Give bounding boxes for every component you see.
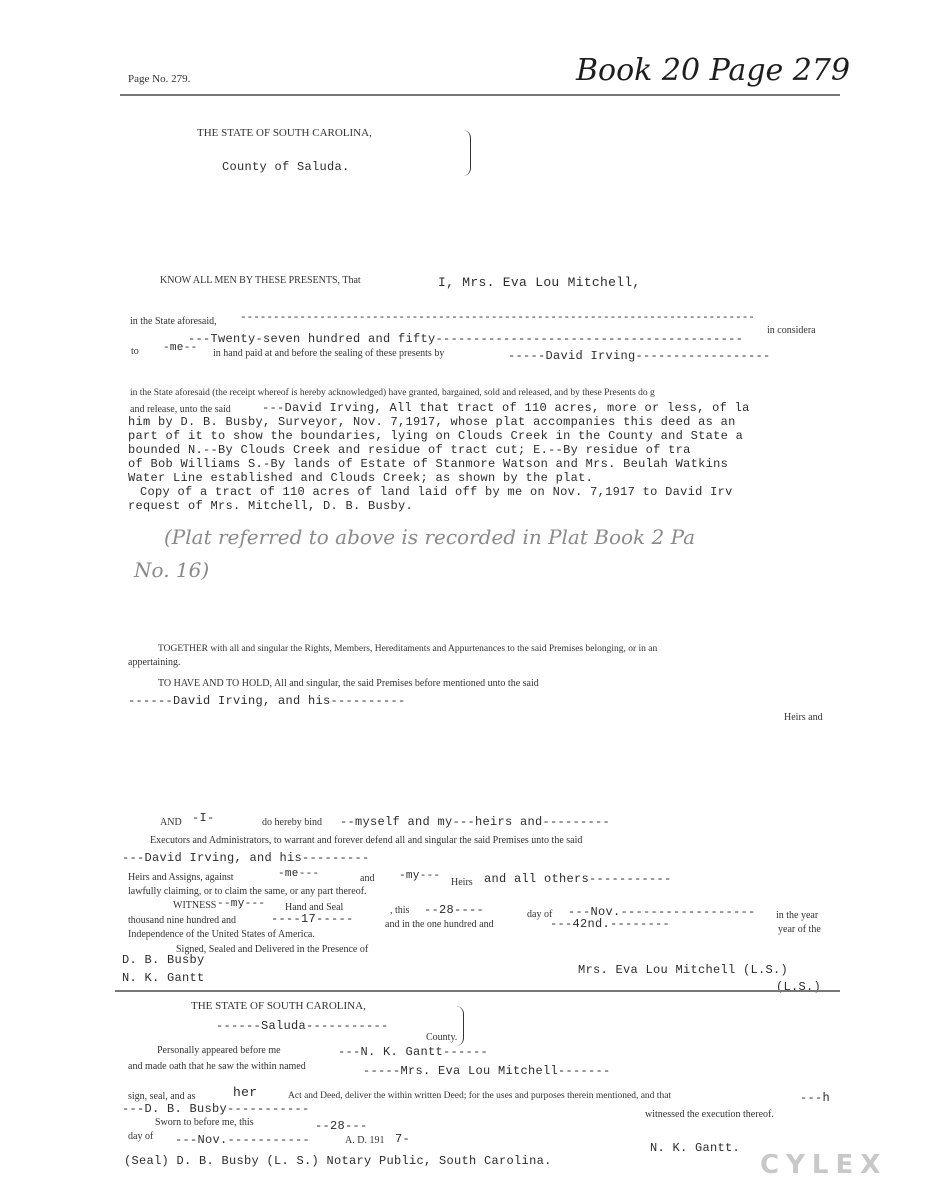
description-line-4: bounded N.--By Clouds Creek and residue of tract cut; E.--By residue of tra (128, 443, 691, 457)
and-word: and (360, 873, 375, 884)
personally-appeared: Personally appeared before me (157, 1045, 281, 1056)
consideration-amount: ---Twenty-seven hundred and fifty----------------------------------------- (188, 332, 744, 346)
to-party: -me-- (163, 342, 198, 354)
day-of-label: day of (527, 909, 553, 920)
book-page-annotation: Book 20 Page 279 (576, 53, 851, 88)
header-rule (120, 94, 840, 96)
and-that-dash: ---h (800, 1091, 831, 1105)
oath-label: and made oath that he saw the within named (128, 1061, 306, 1072)
grantor-signature: Mrs. Eva Lou Mitchell (L.S.) (578, 963, 789, 977)
and-all-others: and all others----------- (484, 872, 672, 886)
description-line-8: request of Mrs. Mitchell, D. B. Busby. (128, 499, 414, 513)
sworn-day-of: day of (128, 1131, 154, 1142)
in-hand-paid-label: in hand paid at and before the sealing of these presents by (213, 348, 445, 359)
heirs-and-label: Heirs and (784, 712, 823, 723)
witness-label: WITNESS (173, 900, 217, 911)
and-label: AND (160, 817, 182, 828)
sworn-month: ---Nov.----------- (175, 1133, 311, 1147)
heirs-word: Heirs (451, 877, 473, 888)
county-label: County. (426, 1032, 458, 1043)
to-have-clause: TO HAVE AND TO HOLD, All and singular, the said Premises before mentioned unto the said (158, 678, 539, 689)
deed-month: ---Nov.------------------ (568, 905, 756, 919)
this-label: , this (390, 905, 410, 916)
bind-label: do hereby bind (262, 817, 322, 828)
witness-signature-2: N. K. Gantt (122, 971, 205, 985)
against-me: -me--- (278, 868, 320, 880)
plat-reference-number: No. 16) (134, 558, 210, 582)
probate-signer: N. K. Gantt. (650, 1141, 741, 1155)
warrant-to-line: ---David Irving, and his--------- (122, 851, 370, 865)
sign-seal-label: sign, seal, and as (128, 1091, 196, 1102)
executors-clause: Executors and Administrators, to warrant and forever defend all and singular the said Premises unto the said (150, 835, 583, 846)
plat-reference-note: (Plat referred to above is recorded in Plat Book 2 Pa (164, 525, 696, 549)
together-clause: TOGETHER with all and singular the Rights, Members, Hereditaments and Appurtenances to the said Premises belonging, or in an (158, 644, 658, 654)
grantor-name: I, Mrs. Eva Lou Mitchell, (438, 275, 641, 290)
grantee-line: ------David Irving, and his---------- (128, 694, 406, 708)
witness-name: ---D. B. Busby----------- (122, 1102, 310, 1116)
year-of-the-label: year of the (778, 924, 821, 935)
probate-bracket (456, 1006, 464, 1046)
county-name: County of Saluda. (222, 160, 350, 174)
deed-day: --28---- (424, 903, 485, 917)
named-person: -----Mrs. Eva Lou Mitchell------- (363, 1064, 611, 1078)
release-unto-label: and release, unto the said (130, 404, 231, 415)
probate-state-title: THE STATE OF SOUTH CAROLINA, (191, 1000, 366, 1012)
in-consideration-label: in considera (767, 325, 816, 336)
act-and-deed: Act and Deed, deliver the within written Deed; for the uses and purposes therein mentioned, and that (288, 1091, 672, 1101)
description-line-3: part of it to show the boundaries, lying on Clouds Creek in the County and State a (128, 429, 744, 443)
probate-county: ------Saluda----------- (216, 1019, 389, 1033)
ad-year: 7- (395, 1132, 411, 1146)
appeared-name: ---N. K. Gantt------ (338, 1045, 489, 1059)
signed-sealed-label: Signed, Sealed and Delivered in the Presence of (176, 944, 369, 955)
cylex-watermark: CYLEX (760, 1150, 888, 1180)
state-aforesaid-label: in the State aforesaid, (130, 316, 217, 327)
notary-line: (Seal) D. B. Busby (L. S.) Notary Public, South Carolina. (124, 1154, 552, 1168)
independence-year: ---42nd.-------- (550, 917, 671, 931)
thousand-label: thousand nine hundred and (128, 915, 237, 926)
appertaining-label: appertaining. (128, 657, 181, 668)
witness-signature-1: D. B. Busby (122, 953, 205, 967)
her-label: her (233, 1085, 258, 1100)
ls-mark: (L.S.) (776, 980, 822, 994)
against-my: -my--- (399, 870, 441, 882)
page-number: Page No. 279. (128, 73, 191, 85)
sworn-day: --28--- (315, 1119, 368, 1133)
dash-line: ------------------------------------------------------------------------------ (240, 312, 755, 324)
ad-label: A. D. 191 (345, 1135, 385, 1146)
deed-year: ----17----- (271, 912, 354, 926)
receipt-clause: in the State aforesaid (the receipt whereof is hereby acknowledged) have granted, bargained, sold and released, and by these Presents do g (130, 388, 655, 398)
witness-my: --my--- (217, 898, 266, 910)
county-bracket (462, 130, 471, 176)
bind-who: --myself and my---heirs and--------- (340, 815, 611, 829)
description-line-1: ---David Irving, All that tract of 110 acres, more or less, of la (262, 401, 750, 415)
sworn-label: Sworn to before me, this (155, 1117, 254, 1128)
know-all-label: KNOW ALL MEN BY THESE PRESENTS, That (160, 275, 361, 286)
one-hundred-label: and in the one hundred and (385, 919, 494, 930)
state-title: THE STATE OF SOUTH CAROLINA, (197, 127, 372, 139)
paid-by-name: -----David Irving------------------ (508, 349, 771, 363)
independence-label: Independence of the United States of America. (128, 929, 315, 940)
description-line-6: Water Line established and Clouds Creek; as shown by the plat. (128, 471, 594, 485)
description-line-7: Copy of a tract of 110 acres of land laid off by me on Nov. 7,1917 to David Irv (140, 485, 733, 499)
description-line-5: of Bob Williams S.-By lands of Estate of Stanmore Watson and Mrs. Beulah Watkins (128, 457, 729, 471)
in-the-year-label: in the year (776, 910, 819, 921)
heirs-assigns-label: Heirs and Assigns, against (128, 872, 234, 883)
witnessed-label: witnessed the execution thereof. (645, 1109, 774, 1120)
section-divider (115, 990, 840, 992)
to-label: to (131, 346, 139, 357)
description-line-2: him by D. B. Busby, Surveyor, Nov. 7,1917, whose plat accompanies this deed as an (128, 415, 736, 429)
lawfully-claiming: lawfully claiming, or to claim the same, or any part thereof. (128, 886, 367, 897)
warrantor: -I- (192, 811, 215, 825)
hand-and-seal: Hand and Seal (285, 902, 344, 913)
